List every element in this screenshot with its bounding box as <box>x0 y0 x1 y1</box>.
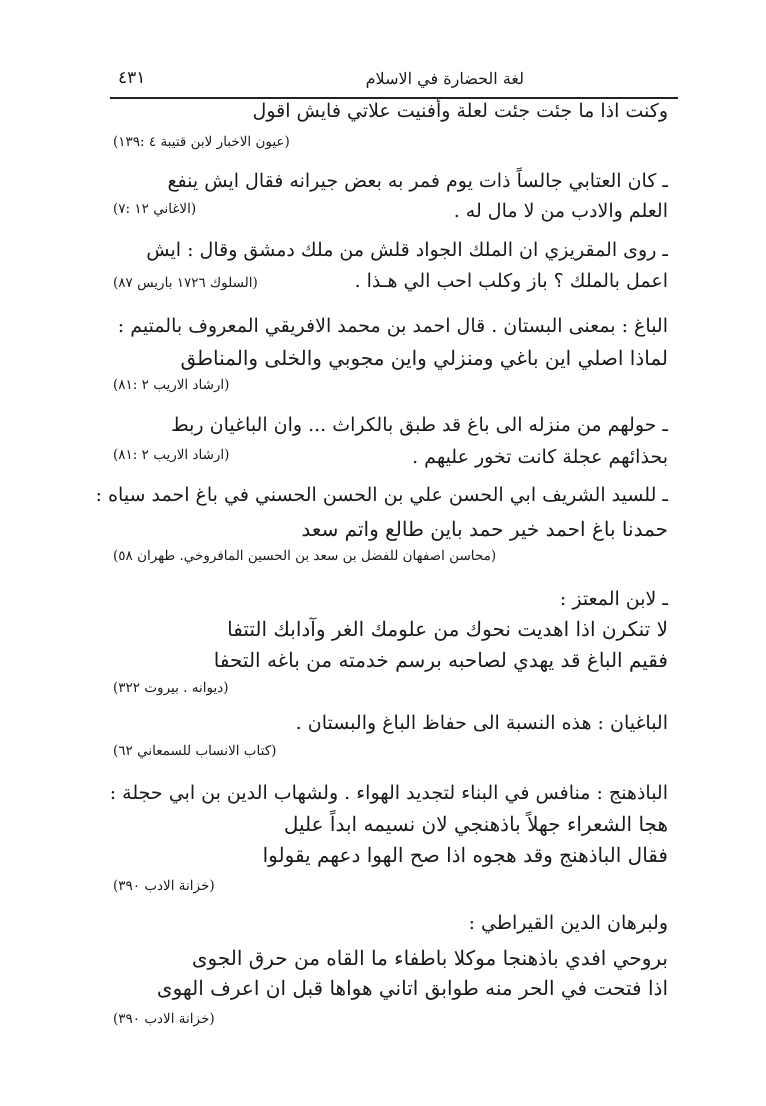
page-number: ٤٣١ <box>118 68 146 88</box>
text-line: اعمل بالملك ؟ باز وكلب احب الي هـذا . <box>354 270 668 292</box>
citation: (ارشاد الاريب ٢ :٨١) <box>113 447 230 463</box>
citation: (السلوك ١٧٢٦ باريس ٨٧) <box>113 275 258 291</box>
verse-line: هجا الشعراء جهلاً باذهنجي لان نسيمه ابداً عليل <box>283 812 668 836</box>
text-line: ـ للسيد الشريف ابي الحسن علي بن الحسن الحسني في باغ احمد سياه : <box>95 484 668 506</box>
verse-line: بروحي افدي باذهنجا موكلا باطفاء ما القاه من حرق الجوى <box>191 946 668 970</box>
verse-line: فقيم الباغ قد يهدي لصاحبه برسم خدمته من باغه التحفا <box>213 648 668 672</box>
entry-heading-line: الباذهنج : منافس في البناء لتجديد الهواء . ولشهاب الدين بن ابي حجلة : <box>109 782 668 804</box>
citation: (ديوانه . بيروت ٣٢٢) <box>113 680 229 696</box>
text-line: ـ لابن المعتز : <box>559 588 668 610</box>
verse-line: لا تنكرن اذا اهديت نحوك من علومك الغر وآدابك التتفا <box>227 617 668 641</box>
citation: (عيون الاخبار لابن قتيبة ٤ :١٣٩) <box>113 134 290 150</box>
text-line: ـ كان العتابي جالساً ذات يوم فمر به بعض جيرانه فقال ايش ينفع <box>167 170 668 192</box>
citation: (خزانة الادب ٣٩٠) <box>113 878 215 894</box>
citation: (ارشاد الاريب ٢ :٨١) <box>113 377 230 393</box>
text-line: ولبرهان الدين القيراطي : <box>468 912 668 934</box>
citation: (الاغاني ١٢ :٧) <box>113 201 197 217</box>
verse-line: لماذا اصلي اين باغي ومنزلي واين مجوبي والخلى والمناطق <box>180 346 668 370</box>
verse-line: حمدنا باغ احمد خير حمد باين طالع واتم سعد <box>301 517 668 541</box>
text-line: العلم والادب من لا مال له . <box>453 200 668 222</box>
citation: (خزانة الادب ٣٩٠) <box>113 1011 215 1027</box>
citation: (كتاب الانساب للسمعاني ٦٢) <box>113 743 277 759</box>
verse-line: اذا فتحت في الحر منه طوابق اتاني هواها قبل ان اعرف الهوى <box>156 976 668 1000</box>
verse-line: فقال الباذهنج وقد هجوه اذا صح الهوا دعهم يقولوا <box>262 843 668 867</box>
entry-heading-line: الباغ : بمعنى البستان . قال احمد بن محمد الافريقي المعروف بالمتيم : <box>117 315 668 337</box>
verse-line: وكنت اذا ما جئت جئت لعلة وأفنيت علاتي فايش اقول <box>252 100 668 122</box>
running-header <box>118 62 674 94</box>
text-line: ـ حولهم من منزله الى باغ قد طبق بالكراث ... وان الباغيان ربط <box>171 414 668 436</box>
text-line: بحذائهم عجلة كانت تخور عليهم . <box>412 446 668 468</box>
entry-heading-line: الباغيان : هذه النسبة الى حفاظ الباغ والبستان . <box>295 712 668 734</box>
text-line: ـ روى المقريزي ان الملك الجواد قلش من ملك دمشق وقال : ايش <box>146 239 668 261</box>
citation: (محاسن اصفهان للفضل بن سعد بن الحسين المافروخي. طهران ٥٨) <box>113 548 497 564</box>
running-title: لغة الحضارة في الاسلام <box>365 68 524 88</box>
